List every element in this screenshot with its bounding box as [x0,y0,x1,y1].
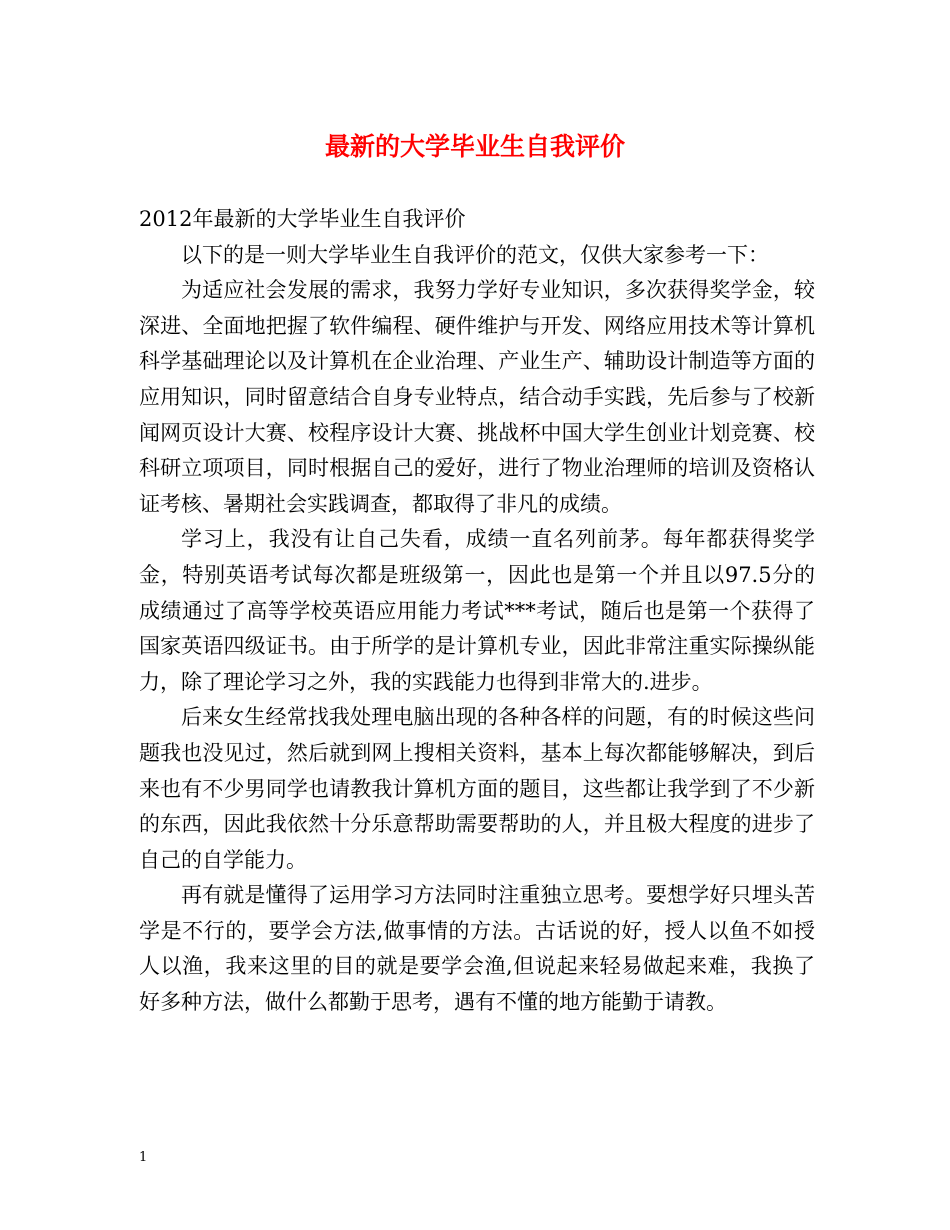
paragraph-study: 学习上，我没有让自己失看，成绩一直名列前茅。每年都获得奖学金，特别英语考试每次都是班级第一，因此也是第一个并且以97.5分的成绩通过了高等学校英语应用能力考试***考试，随后也是第一个获得了国家英语四级证书。由于所学的是计算机专业，因此非常注重实际操纵能力，除了理论学习之外，我的实践能力也得到非常大的.进步。 [139,527,815,694]
page-number: 1 [139,1150,148,1165]
paragraph-helping-others: 后来女生经常找我处理电脑出现的各种各样的问题，有的时候这些问题我也没见过，然后就到网上搜相关资料，基本上每次都能够解决，到后来也有不少男同学也请教我计算机方面的题目，这些都让我学到了不少新的东西，因此我依然十分乐意帮助需要帮助的人，并且极大程度的进步了自己的自学能力。 [139,705,815,872]
paragraph-intro: 以下的是一则大学毕业生自我评价的范文，仅供大家参考一下： [181,242,769,267]
paragraph-professional-knowledge: 为适应社会发展的需求，我努力学好专业知识，多次获得奖学金，较深进、全面地把握了软件编程、硬件维护与开发、网络应用技术等计算机科学基础理论以及计算机在企业治理、产业生产、辅助设计制造等方面的应用知识，同时留意结合自身专业特点，结合动手实践，先后参与了校新闻网页设计大赛、校程序设计大赛、挑战杯中国大学生创业计划竞赛、校科研立项项目，同时根据自己的爱好，进行了物业治理师的培训及资格认证考核、暑期社会实践调查，都取得了非凡的成绩。 [139,278,815,516]
document-title: 最新的大学毕业生自我评价 [324,132,625,161]
document-subtitle: 2012年最新的大学毕业生自我评价 [139,207,466,231]
paragraph-learning-methods: 再有就是懂得了运用学习方法同时注重独立思考。要想学好只埋头苦学是不行的，要学会方法,做事情的方法。古话说的好，授人以鱼不如授人以渔，我来这里的目的就是要学会渔,但说起来轻易做起来难，我换了好多种方法，做什么都勤于思考，遇有不懂的地方能勤于请教。 [139,883,815,1015]
document-body [139,202,815,1021]
